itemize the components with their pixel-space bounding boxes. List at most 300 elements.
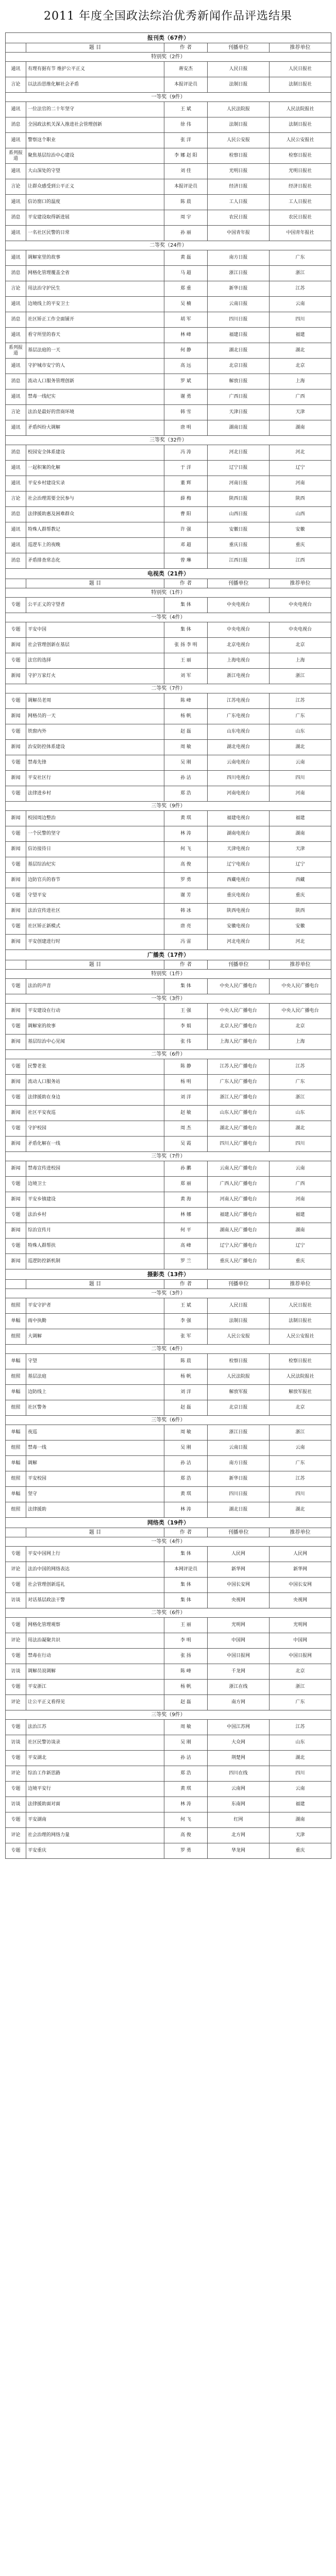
entry-type: 言论 xyxy=(6,492,26,507)
entry-type: 消息 xyxy=(6,445,26,461)
entry-title: 调解 xyxy=(26,1456,164,1471)
entry-recommender: 浙江 xyxy=(270,669,331,684)
column-header: 作 者 xyxy=(164,1280,208,1289)
entry-title: 基层综治纪实 xyxy=(26,857,164,873)
entry-publisher: 江苏电视台 xyxy=(208,693,270,709)
table-row xyxy=(6,622,331,638)
entry-author: 唐 亮 xyxy=(164,919,208,935)
table-row xyxy=(6,919,331,935)
entry-recommender: 四川 xyxy=(270,312,331,328)
entry-recommender: 人民公安报社 xyxy=(270,1329,331,1345)
entry-title: 平安创建进行时 xyxy=(26,935,164,950)
entry-author: 高 俊 xyxy=(164,1828,208,1843)
table-row xyxy=(6,1456,331,1471)
entry-type: 消息 xyxy=(6,117,26,133)
entry-author: 何 飞 xyxy=(164,1812,208,1828)
entry-publisher: 陕西电视台 xyxy=(208,904,270,919)
entry-publisher: 新华日报 xyxy=(208,1471,270,1487)
table-row xyxy=(6,179,331,195)
entry-publisher: 山西日报 xyxy=(208,507,270,522)
entry-type: 组照 xyxy=(6,1440,26,1456)
entry-type: 专题 xyxy=(6,826,26,842)
entry-type: 组照 xyxy=(6,1298,26,1314)
entry-recommender: 福建 xyxy=(270,811,331,826)
table-row xyxy=(6,1137,331,1152)
award-grade: 三等奖（32件） xyxy=(6,436,331,445)
entry-title: 平安建设取得新进展 xyxy=(26,210,164,226)
entry-publisher: 南方网 xyxy=(208,1695,270,1710)
entry-type: 消息 xyxy=(6,507,26,522)
entry-type: 评论 xyxy=(6,1633,26,1649)
table-row xyxy=(6,77,331,93)
entry-title: 有理有据有节 维护公平正义 xyxy=(26,62,164,77)
column-header xyxy=(6,579,26,588)
entry-publisher: 华龙网 xyxy=(208,1843,270,1859)
table-row xyxy=(6,461,331,476)
table-row xyxy=(6,873,331,888)
award-grade-row xyxy=(6,1289,331,1298)
entry-recommender: 浙江 xyxy=(270,1090,331,1106)
award-grade: 一等奖（3件） xyxy=(6,994,331,1004)
entry-author: 周 敏 xyxy=(164,1720,208,1735)
table-row xyxy=(6,1695,331,1710)
table-row xyxy=(6,522,331,538)
table-row xyxy=(6,1059,331,1075)
entry-title: 让公平正义看得见 xyxy=(26,1695,164,1710)
entry-publisher: 辽宁日报 xyxy=(208,461,270,476)
table-row xyxy=(6,328,331,343)
entry-publisher: 法制日报 xyxy=(208,77,270,93)
document-title: 2011 年度全国政法综治优秀新闻作品评选结果 xyxy=(44,10,292,23)
entry-title: 网格化管理覆盖全省 xyxy=(26,266,164,281)
table-row xyxy=(6,979,331,994)
entry-type: 专题 xyxy=(6,598,26,613)
entry-author: 王 斌 xyxy=(164,1298,208,1314)
table-row xyxy=(6,1782,331,1797)
entry-publisher: 湖南电视台 xyxy=(208,826,270,842)
entry-author: 张 扬 xyxy=(164,1649,208,1664)
entry-type: 组照 xyxy=(6,1369,26,1385)
entry-author: 张 军 xyxy=(164,1329,208,1345)
entry-publisher: 四川电视台 xyxy=(208,771,270,786)
table-row xyxy=(6,1843,331,1859)
section-header xyxy=(6,569,331,579)
entry-type: 新闻 xyxy=(6,638,26,653)
award-grade: 一等奖（3件） xyxy=(6,1289,331,1298)
entry-title: 流动人口服务管理创新 xyxy=(26,374,164,389)
entry-type: 专题 xyxy=(6,1090,26,1106)
entry-type: 通讯 xyxy=(6,538,26,553)
table-row xyxy=(6,1035,331,1050)
entry-recommender: 山东 xyxy=(270,724,331,740)
entry-publisher: 浙江人民广播电台 xyxy=(208,1090,270,1106)
entry-title: 边境平安行 xyxy=(26,1782,164,1797)
entry-type: 专题 xyxy=(6,724,26,740)
entry-publisher: 中央人民广播电台 xyxy=(208,1004,270,1019)
entry-publisher: 浙江日报 xyxy=(208,1425,270,1440)
entry-author: 本报评论员 xyxy=(164,77,208,93)
table-row xyxy=(6,1751,331,1766)
table-row xyxy=(6,1471,331,1487)
entry-title: 用法治凝聚共识 xyxy=(26,1633,164,1649)
entry-title: 平安社区行 xyxy=(26,771,164,786)
entry-author: 集 体 xyxy=(164,1547,208,1562)
award-grade-row xyxy=(6,93,331,102)
entry-author: 黄 琪 xyxy=(164,1782,208,1797)
entry-type: 系列报道 xyxy=(6,343,26,359)
award-grade: 一等奖（4件） xyxy=(6,1537,331,1547)
entry-title: 特殊人群帮教记 xyxy=(26,522,164,538)
entry-author: 徐 伟 xyxy=(164,117,208,133)
entry-author: 杨 帆 xyxy=(164,1680,208,1695)
entry-publisher: 湖北日报 xyxy=(208,343,270,359)
award-grade: 一等奖（4件） xyxy=(6,613,331,622)
entry-recommender: 工人日报社 xyxy=(270,195,331,210)
entry-title: 平安守护者 xyxy=(26,1298,164,1314)
column-header: 作 者 xyxy=(164,1528,208,1537)
entry-type: 专题 xyxy=(6,755,26,771)
entry-title: 大调解 xyxy=(26,1329,164,1345)
entry-type: 专题 xyxy=(6,1208,26,1223)
entry-publisher: 北京日报 xyxy=(208,1400,270,1416)
entry-author: 黄 海 xyxy=(164,1192,208,1208)
column-header: 作 者 xyxy=(164,960,208,970)
section-title: 摄影类（13件） xyxy=(6,1269,331,1280)
column-header: 刊播单位 xyxy=(208,1528,270,1537)
entry-recommender: 江苏 xyxy=(270,1720,331,1735)
entry-type: 单幅 xyxy=(6,1354,26,1369)
table-row xyxy=(6,1664,331,1680)
table-row xyxy=(6,1812,331,1828)
entry-title: 网格化管理观察 xyxy=(26,1618,164,1633)
entry-title: 社会管理创新在基层 xyxy=(26,638,164,653)
entry-recommender: 光明日报社 xyxy=(270,164,331,179)
entry-recommender: 湖北 xyxy=(270,740,331,755)
table-row xyxy=(6,1223,331,1239)
column-header: 题 目 xyxy=(26,579,164,588)
entry-title: 禁毒先锋 xyxy=(26,755,164,771)
entry-type: 言论 xyxy=(6,77,26,93)
entry-author: 高 远 xyxy=(164,359,208,374)
entry-author: 许 强 xyxy=(164,522,208,538)
entry-author: 刘 洋 xyxy=(164,1385,208,1400)
entry-publisher: 农民日报 xyxy=(208,210,270,226)
entry-publisher: 红网 xyxy=(208,1812,270,1828)
entry-recommender: 中央人民广播电台 xyxy=(270,1004,331,1019)
entry-title: 警察这个职业 xyxy=(26,133,164,148)
entry-title: 边境卫士 xyxy=(26,1177,164,1192)
award-grade: 三等奖（7件） xyxy=(6,1152,331,1161)
entry-author: 高 峰 xyxy=(164,1239,208,1254)
entry-title: 基层法庭的一天 xyxy=(26,343,164,359)
document-page xyxy=(5,0,331,1859)
entry-author: 林 涛 xyxy=(164,1797,208,1812)
entry-publisher: 福建日报 xyxy=(208,328,270,343)
entry-recommender: 中央人民广播电台 xyxy=(270,979,331,994)
entry-recommender: 人民法院报社 xyxy=(270,1369,331,1385)
entry-recommender: 中央电视台 xyxy=(270,598,331,613)
entry-author: 何 静 xyxy=(164,343,208,359)
entry-publisher: 安徽日报 xyxy=(208,522,270,538)
entry-recommender: 广东 xyxy=(270,250,331,266)
entry-type: 组照 xyxy=(6,1329,26,1345)
table-row xyxy=(6,888,331,904)
entry-type: 消息 xyxy=(6,553,26,569)
table-row xyxy=(6,1562,331,1578)
entry-type: 单幅 xyxy=(6,1385,26,1400)
entry-author: 吴 刚 xyxy=(164,755,208,771)
entry-title: 矛盾化解在一线 xyxy=(26,1137,164,1152)
entry-publisher: 云南网 xyxy=(208,1782,270,1797)
entry-title: 网格员的一天 xyxy=(26,709,164,724)
award-grade: 三等奖（9件） xyxy=(6,1710,331,1720)
table-row xyxy=(6,445,331,461)
entry-author: 集 体 xyxy=(164,622,208,638)
entry-recommender: 重庆 xyxy=(270,1254,331,1269)
entry-recommender: 湖北 xyxy=(270,1121,331,1137)
section-title: 报刊类（67件） xyxy=(6,33,331,43)
entry-title: 让群众感受到公平正义 xyxy=(26,179,164,195)
entry-recommender: 广东 xyxy=(270,1456,331,1471)
entry-publisher: 解放军报 xyxy=(208,1385,270,1400)
column-header: 推荐单位 xyxy=(270,1528,331,1537)
entry-title: 法律援助 xyxy=(26,1502,164,1518)
table-row xyxy=(6,1578,331,1593)
column-header: 题 目 xyxy=(26,1280,164,1289)
entry-type: 专题 xyxy=(6,1618,26,1633)
entry-author: 周 杰 xyxy=(164,1121,208,1137)
entry-recommender: 重庆 xyxy=(270,1843,331,1859)
entry-publisher: 四川日报 xyxy=(208,312,270,328)
column-header: 刊播单位 xyxy=(208,960,270,970)
entry-type: 专题 xyxy=(6,1239,26,1254)
entry-publisher: 湖南人民广播电台 xyxy=(208,1223,270,1239)
entry-author: 林 涛 xyxy=(164,1502,208,1518)
entry-publisher: 浙江在线 xyxy=(208,1680,270,1695)
entry-author: 刘 军 xyxy=(164,669,208,684)
entry-author: 董 辉 xyxy=(164,476,208,492)
entry-recommender: 河南 xyxy=(270,786,331,802)
table-row xyxy=(6,1593,331,1608)
entry-publisher: 广东人民广播电台 xyxy=(208,1075,270,1090)
entry-recommender: 上海 xyxy=(270,1035,331,1050)
entry-recommender: 陕西 xyxy=(270,904,331,919)
entry-title: 守望 xyxy=(26,1354,164,1369)
award-grade-row xyxy=(6,684,331,693)
award-grade-row xyxy=(6,588,331,598)
table-row xyxy=(6,724,331,740)
entry-author: 刘 洋 xyxy=(164,1090,208,1106)
entry-publisher: 人民日报 xyxy=(208,62,270,77)
entry-publisher: 广西日报 xyxy=(208,389,270,405)
entry-recommender: 解放军报社 xyxy=(270,1385,331,1400)
entry-publisher: 云南日报 xyxy=(208,1440,270,1456)
entry-recommender: 山东 xyxy=(270,1106,331,1121)
entry-author: 本网评论员 xyxy=(164,1562,208,1578)
table-row xyxy=(6,1440,331,1456)
entry-author: 薛 梅 xyxy=(164,492,208,507)
table-row xyxy=(6,507,331,522)
entry-recommender: 辽宁 xyxy=(270,461,331,476)
entry-title: 校园周边整治 xyxy=(26,811,164,826)
entry-author: 孙 洁 xyxy=(164,1751,208,1766)
table-row xyxy=(6,638,331,653)
entry-author: 周 敏 xyxy=(164,740,208,755)
entry-type: 新闻 xyxy=(6,1161,26,1177)
entry-recommender: 湖南 xyxy=(270,1812,331,1828)
entry-type: 专题 xyxy=(6,979,26,994)
entry-author: 张 洋 xyxy=(164,133,208,148)
entry-type: 专题 xyxy=(6,1720,26,1735)
entry-title: 调解室里的故事 xyxy=(26,250,164,266)
table-row xyxy=(6,1329,331,1345)
entry-author: 集 体 xyxy=(164,1578,208,1593)
entry-publisher: 福建人民广播电台 xyxy=(208,1208,270,1223)
entry-type: 单幅 xyxy=(6,1425,26,1440)
entry-title: 巡逻车上的夜晚 xyxy=(26,538,164,553)
entry-recommender: 广西 xyxy=(270,389,331,405)
table-row xyxy=(6,476,331,492)
entry-title: 雨中执勤 xyxy=(26,1314,164,1329)
entry-recommender: 西藏 xyxy=(270,873,331,888)
table-row xyxy=(6,312,331,328)
entry-title: 铁窗内外 xyxy=(26,724,164,740)
entry-author: 罗 兰 xyxy=(164,1254,208,1269)
entry-title: 社区矫正工作全面铺开 xyxy=(26,312,164,328)
entry-recommender: 检察日报社 xyxy=(270,148,331,164)
table-row xyxy=(6,1192,331,1208)
entry-author: 周 宇 xyxy=(164,210,208,226)
entry-type: 组照 xyxy=(6,1471,26,1487)
entry-publisher: 北京电视台 xyxy=(208,638,270,653)
entry-author: 王 丽 xyxy=(164,653,208,669)
table-row xyxy=(6,1354,331,1369)
column-header xyxy=(6,43,26,53)
entry-recommender: 江苏 xyxy=(270,1059,331,1075)
entry-publisher: 河南电视台 xyxy=(208,786,270,802)
entry-recommender: 中国长安网 xyxy=(270,1578,331,1593)
section-header xyxy=(6,950,331,960)
entry-author: 林 娜 xyxy=(164,1208,208,1223)
entry-publisher: 经济日报 xyxy=(208,179,270,195)
table-row xyxy=(6,1487,331,1502)
entry-recommender: 福建 xyxy=(270,1797,331,1812)
entry-publisher: 天津日报 xyxy=(208,405,270,420)
table-row xyxy=(6,1019,331,1035)
entry-publisher: 云南日报 xyxy=(208,297,270,312)
entry-publisher: 湖北人民广播电台 xyxy=(208,1121,270,1137)
entry-title: 社会治理需要全民参与 xyxy=(26,492,164,507)
entry-author: 曾 琳 xyxy=(164,553,208,569)
entry-publisher: 中国青年报 xyxy=(208,226,270,241)
table-row xyxy=(6,389,331,405)
entry-publisher: 中国日报网 xyxy=(208,1649,270,1664)
entry-recommender: 江苏 xyxy=(270,693,331,709)
entry-recommender: 四川 xyxy=(270,1766,331,1782)
entry-type: 专题 xyxy=(6,1578,26,1593)
entry-recommender: 法制日报社 xyxy=(270,77,331,93)
entry-author: 蒋安杰 xyxy=(164,62,208,77)
entry-publisher: 上海人民广播电台 xyxy=(208,1035,270,1050)
entry-type: 通讯 xyxy=(6,359,26,374)
entry-publisher: 重庆人民广播电台 xyxy=(208,1254,270,1269)
award-grade-row xyxy=(6,241,331,250)
entry-recommender: 人民日报社 xyxy=(270,1298,331,1314)
entry-recommender: 江苏 xyxy=(270,281,331,297)
entry-recommender: 云南 xyxy=(270,755,331,771)
table-row xyxy=(6,1400,331,1416)
column-header: 作 者 xyxy=(164,43,208,53)
entry-recommender: 福建 xyxy=(270,1208,331,1223)
entry-recommender: 检察日报社 xyxy=(270,1354,331,1369)
entry-recommender: 中央电视台 xyxy=(270,622,331,638)
entry-title: 边境线上的平安卫士 xyxy=(26,297,164,312)
entry-publisher: 大众网 xyxy=(208,1735,270,1751)
entry-publisher: 上海电视台 xyxy=(208,653,270,669)
entry-author: 杨 帆 xyxy=(164,1369,208,1385)
section-title: 广播类（17件） xyxy=(6,950,331,960)
entry-author: 冯 涛 xyxy=(164,445,208,461)
table-row xyxy=(6,598,331,613)
entry-publisher: 重庆电视台 xyxy=(208,888,270,904)
entry-recommender: 天津 xyxy=(270,405,331,420)
entry-title: 法治是最好的营商环境 xyxy=(26,405,164,420)
column-header: 刊播单位 xyxy=(208,1280,270,1289)
entry-type: 通讯 xyxy=(6,195,26,210)
entry-recommender: 云南 xyxy=(270,1782,331,1797)
entry-title: 平安湖南 xyxy=(26,1812,164,1828)
award-grade: 三等奖（6件） xyxy=(6,1416,331,1425)
table-row xyxy=(6,904,331,919)
entry-type: 单幅 xyxy=(6,1487,26,1502)
table-row xyxy=(6,1298,331,1314)
award-grade: 三等奖（9件） xyxy=(6,802,331,811)
entry-title: 社区警务 xyxy=(26,1400,164,1416)
entry-recommender: 上海 xyxy=(270,374,331,389)
entry-title: 特殊人群帮扶 xyxy=(26,1239,164,1254)
entry-publisher: 人民法院报 xyxy=(208,1369,270,1385)
entry-title: 综治宣传月 xyxy=(26,1223,164,1239)
entry-title: 对话基层政法干警 xyxy=(26,1593,164,1608)
table-row xyxy=(6,266,331,281)
section-title: 电视类（21件） xyxy=(6,569,331,579)
entry-author: 王 斌 xyxy=(164,102,208,117)
table-row xyxy=(6,420,331,436)
table-row xyxy=(6,195,331,210)
award-grade: 二等奖（6件） xyxy=(6,1608,331,1618)
table-row xyxy=(6,1720,331,1735)
entry-recommender: 重庆 xyxy=(270,888,331,904)
entry-title: 法治乡村 xyxy=(26,1208,164,1223)
entry-publisher: 福建电视台 xyxy=(208,811,270,826)
entry-publisher: 光明网 xyxy=(208,1618,270,1633)
entry-publisher: 人民公安报 xyxy=(208,1329,270,1345)
entry-type: 新闻 xyxy=(6,1223,26,1239)
entry-recommender: 天津 xyxy=(270,1828,331,1843)
column-header-row xyxy=(6,1528,331,1537)
entry-type: 专题 xyxy=(6,919,26,935)
entry-title: 守护城市安宁的人 xyxy=(26,359,164,374)
section-title: 网络类（19件） xyxy=(6,1518,331,1528)
entry-publisher: 光明日报 xyxy=(208,164,270,179)
table-row xyxy=(6,826,331,842)
entry-type: 访谈 xyxy=(6,1664,26,1680)
entry-author: 孙 洁 xyxy=(164,1456,208,1471)
entry-author: 孙 鹏 xyxy=(164,1161,208,1177)
entry-type: 组照 xyxy=(6,1400,26,1416)
entry-title: 坚守 xyxy=(26,1487,164,1502)
column-header: 推荐单位 xyxy=(270,579,331,588)
